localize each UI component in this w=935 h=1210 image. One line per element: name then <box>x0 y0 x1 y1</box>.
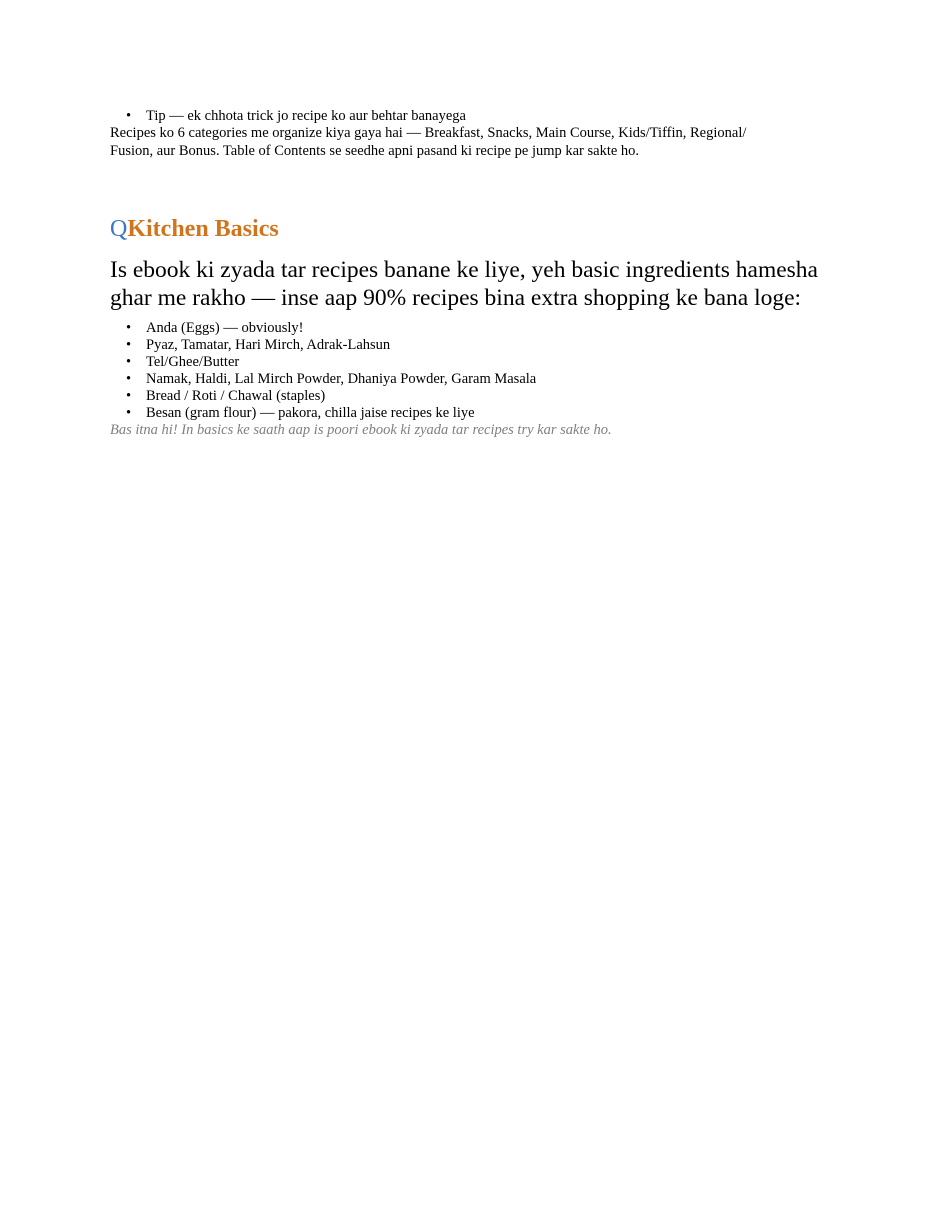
section-icon: Q <box>110 216 128 242</box>
section-heading <box>110 214 830 244</box>
section-title: Kitchen Basics <box>127 216 279 242</box>
bullet-icon: • <box>126 337 132 353</box>
list-item <box>110 337 830 354</box>
bullet-icon: • <box>126 371 132 387</box>
intro-bullet-list <box>110 108 830 125</box>
bullet-icon: • <box>126 108 132 124</box>
list-item-text: Tel/Ghee/Butter <box>146 354 240 370</box>
list-item-text: Tip — ek chhota trick jo recipe ko aur behtar banayega <box>146 108 466 124</box>
list-item <box>110 371 830 388</box>
bullet-icon: • <box>126 405 132 421</box>
intro-paragraph: Recipes ko 6 categories me organize kiya gaya hai — Breakfast, Snacks, Main Course, Kids/Tiffin, Regional/ Fusion, aur Bonus. Table of Contents se seedhe apni pasand ki recipe pe jump kar sakte ho. <box>110 125 747 159</box>
list-item <box>110 320 830 337</box>
ingredient-list <box>110 320 830 422</box>
bullet-icon: • <box>126 388 132 404</box>
bullet-icon: • <box>126 320 132 336</box>
list-item-text: Namak, Haldi, Lal Mirch Powder, Dhaniya Powder, Garam Masala <box>146 371 537 387</box>
closing-note: Bas itna hi! In basics ke saath aap is poori ebook ki zyada tar recipes try kar sakte ho. <box>110 422 612 438</box>
list-item-text: Anda (Eggs) — obviously! <box>146 320 304 336</box>
list-item <box>110 405 830 422</box>
section-lead: Is ebook ki zyada tar recipes banane ke liye, yeh basic ingredients hamesha ghar me rakho — inse aap 90% recipes bina extra shopping ke bana loge: <box>110 257 818 311</box>
list-item-text: Pyaz, Tamatar, Hari Mirch, Adrak-Lahsun <box>146 337 391 353</box>
list-item <box>110 388 830 405</box>
page-content <box>110 108 830 439</box>
list-item-text: Besan (gram flour) — pakora, chilla jaise recipes ke liye <box>146 405 475 421</box>
list-item <box>110 108 830 125</box>
list-item <box>110 354 830 371</box>
list-item-text: Bread / Roti / Chawal (staples) <box>146 388 326 404</box>
bullet-icon: • <box>126 354 132 370</box>
